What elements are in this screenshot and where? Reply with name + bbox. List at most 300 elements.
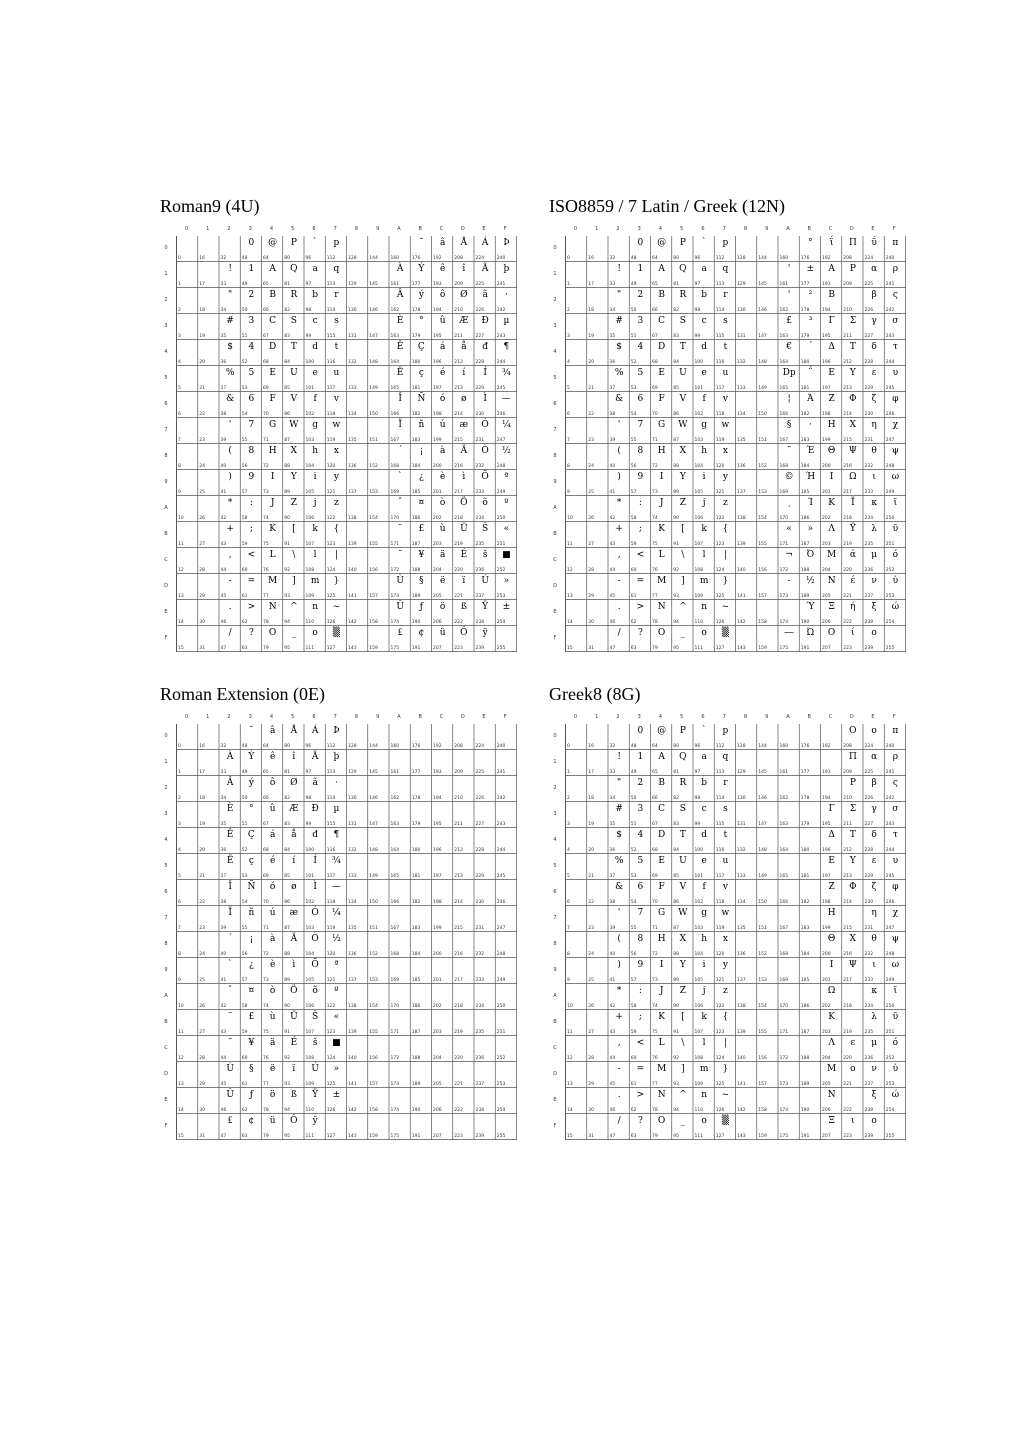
- char-cell: [496, 932, 517, 958]
- char-cell: [368, 724, 389, 750]
- char-code: 221: [454, 594, 463, 599]
- char-code: 155: [758, 542, 767, 547]
- char-cell: [262, 574, 283, 600]
- char-glyph: à: [269, 934, 276, 944]
- char-code: 7: [567, 438, 570, 443]
- char-glyph: W: [678, 420, 688, 430]
- char-code: 118: [715, 900, 725, 905]
- char-code: 73: [263, 978, 269, 983]
- char-glyph: q: [333, 264, 340, 274]
- row-header: C: [553, 557, 557, 563]
- char-cell: [241, 444, 262, 470]
- char-code: 41: [220, 490, 227, 495]
- char-cell: [672, 906, 693, 932]
- char-cell: [842, 288, 863, 314]
- char-cell: [885, 626, 906, 652]
- char-cell: [672, 392, 693, 418]
- char-code: 12: [178, 568, 184, 573]
- char-code: 12: [567, 568, 573, 573]
- char-code: 136: [737, 952, 746, 957]
- char-code: 196: [822, 848, 831, 853]
- char-cell: [453, 288, 474, 314]
- char-code: 222: [843, 1108, 852, 1113]
- char-code: 19: [588, 334, 594, 339]
- char-code: 155: [369, 542, 378, 547]
- char-code: 183: [800, 926, 810, 931]
- char-cell: [347, 1010, 368, 1036]
- char-cell: [651, 392, 672, 418]
- char-glyph: á: [439, 342, 446, 352]
- char-cell: [715, 314, 736, 340]
- char-glyph: Ÿ: [482, 602, 489, 612]
- char-code: 176: [800, 744, 810, 749]
- char-cell: [715, 548, 736, 574]
- char-code: 217: [843, 490, 852, 495]
- char-code: 234: [475, 516, 485, 521]
- char-glyph: D: [658, 830, 666, 840]
- char-cell: [283, 776, 304, 802]
- char-code: 120: [715, 464, 725, 469]
- char-glyph: {: [722, 524, 729, 534]
- char-code: 234: [864, 516, 874, 521]
- char-cell: [800, 522, 821, 548]
- char-code: 75: [263, 1030, 269, 1035]
- char-cell: [283, 854, 304, 880]
- char-cell: [368, 932, 389, 958]
- char-glyph: $: [227, 342, 233, 352]
- char-glyph: {: [333, 524, 340, 534]
- char-code: 177: [411, 770, 421, 775]
- char-code: 182: [800, 900, 810, 905]
- char-cell: [842, 418, 863, 444]
- char-code: 97: [694, 770, 701, 775]
- char-code: 72: [652, 464, 658, 469]
- char-cell: [198, 958, 219, 984]
- char-glyph: #: [615, 804, 623, 814]
- char-cell: [283, 392, 304, 418]
- char-code: 127: [715, 1134, 725, 1139]
- char-glyph: d: [701, 830, 707, 840]
- char-cell: [177, 1036, 198, 1062]
- column-header: E: [871, 714, 875, 720]
- char-code: 96: [305, 744, 312, 749]
- char-cell: [177, 340, 198, 366]
- column-header: E: [871, 226, 875, 232]
- char-cell: [326, 880, 347, 906]
- char-code: 218: [843, 1004, 852, 1009]
- char-code: 100: [305, 848, 315, 853]
- char-cell: [842, 880, 863, 906]
- column-header: A: [786, 714, 790, 720]
- char-cell: [241, 802, 262, 828]
- char-cell: [821, 314, 842, 340]
- char-cell: [198, 288, 219, 314]
- char-cell: [198, 906, 219, 932]
- char-glyph: }: [333, 576, 340, 586]
- char-glyph: Π: [848, 752, 857, 762]
- column-header: 6: [701, 226, 705, 232]
- char-glyph: +: [615, 524, 623, 534]
- char-code: 6: [567, 412, 570, 417]
- char-code: 134: [737, 412, 746, 417]
- char-code: 168: [390, 464, 400, 469]
- char-cell: [609, 574, 630, 600]
- char-code: 140: [737, 568, 746, 573]
- char-cell: [305, 958, 326, 984]
- char-cell: [800, 262, 821, 288]
- char-cell: [821, 470, 842, 496]
- char-cell: [842, 724, 863, 750]
- char-cell: [779, 626, 800, 652]
- char-code: 71: [652, 438, 658, 443]
- char-code: 10: [567, 516, 573, 521]
- char-cell: [326, 1088, 347, 1114]
- char-code: 15: [567, 1134, 573, 1139]
- char-code: 170: [779, 516, 789, 521]
- char-cell: [177, 470, 198, 496]
- char-glyph: }: [722, 576, 729, 586]
- char-cell: [390, 1088, 411, 1114]
- char-code: 175: [779, 1134, 789, 1139]
- char-glyph: Π: [848, 238, 857, 248]
- char-code: 110: [694, 620, 704, 625]
- char-code: 19: [588, 822, 594, 827]
- char-code: 59: [241, 1030, 248, 1035]
- char-cell: [198, 392, 219, 418]
- char-cell: [198, 750, 219, 776]
- char-code: 175: [390, 1134, 400, 1139]
- char-cell: [651, 958, 672, 984]
- char-cell: [842, 262, 863, 288]
- char-glyph: B: [658, 290, 665, 300]
- char-cell: [262, 932, 283, 958]
- char-cell: [453, 236, 474, 262]
- column-header: 0: [184, 226, 189, 232]
- char-code: 122: [326, 1004, 336, 1009]
- char-cell: [672, 776, 693, 802]
- char-cell: [305, 314, 326, 340]
- char-glyph: %: [614, 856, 624, 866]
- char-cell: [566, 288, 587, 314]
- char-cell: [390, 828, 411, 854]
- char-cell: [475, 314, 496, 340]
- char-cell: [411, 828, 432, 854]
- char-code: 70: [652, 412, 658, 417]
- char-cell: [821, 340, 842, 366]
- char-cell: [305, 444, 326, 470]
- row-header: 4: [164, 837, 168, 843]
- char-cell: [566, 444, 587, 470]
- char-cell: [842, 340, 863, 366]
- char-cell: [496, 262, 517, 288]
- char-code: 22: [588, 900, 594, 905]
- char-cell: [475, 600, 496, 626]
- char-code: 200: [822, 952, 831, 957]
- char-code: 36: [609, 848, 616, 853]
- char-code: 159: [369, 1134, 378, 1139]
- char-cell: [842, 776, 863, 802]
- char-glyph: ά: [849, 550, 856, 560]
- char-cell: [630, 750, 651, 776]
- char-code: 46: [609, 1108, 616, 1113]
- char-code: 122: [326, 516, 336, 521]
- char-code: 49: [241, 282, 248, 287]
- char-code: 244: [496, 360, 506, 365]
- char-cell: [566, 574, 587, 600]
- char-cell: [390, 724, 411, 750]
- char-code: 166: [779, 900, 789, 905]
- char-cell: [347, 1036, 368, 1062]
- column-headers: [176, 226, 516, 234]
- char-cell: [694, 522, 715, 548]
- char-glyph: \: [292, 550, 296, 560]
- char-code: 207: [433, 1134, 442, 1139]
- char-code: 42: [609, 1004, 616, 1009]
- char-code: 30: [588, 1108, 594, 1113]
- char-cell: [453, 392, 474, 418]
- char-code: 181: [800, 386, 810, 391]
- row-header: A: [553, 993, 557, 999]
- char-code: 226: [864, 796, 874, 801]
- char-glyph: σ: [892, 316, 899, 326]
- char-glyph: η: [871, 908, 877, 918]
- char-glyph: ö: [269, 1090, 276, 1100]
- char-glyph: ª: [334, 960, 339, 970]
- char-glyph: Æ: [459, 316, 469, 326]
- char-glyph: 2: [248, 290, 255, 300]
- char-code: 143: [737, 1134, 746, 1139]
- char-code: 205: [822, 1082, 831, 1087]
- char-code: 131: [737, 822, 746, 827]
- char-cell: [715, 340, 736, 366]
- char-code: 225: [864, 282, 874, 287]
- char-code: 112: [326, 256, 336, 261]
- char-cell: [241, 854, 262, 880]
- char-glyph: ;: [249, 524, 253, 534]
- char-glyph: /: [617, 1116, 621, 1126]
- char-cell: [715, 932, 736, 958]
- char-cell: [630, 626, 651, 652]
- char-glyph: Ύ: [806, 602, 815, 612]
- char-code: 114: [715, 796, 725, 801]
- char-glyph: s: [334, 316, 339, 326]
- char-glyph: z: [723, 498, 728, 508]
- char-code: 58: [630, 1004, 637, 1009]
- char-code: 203: [433, 1030, 442, 1035]
- char-code: 53: [241, 386, 248, 391]
- char-code: 119: [715, 926, 725, 931]
- char-cell: [305, 1062, 326, 1088]
- char-cell: [587, 418, 608, 444]
- char-cell: [326, 418, 347, 444]
- char-cell: [177, 958, 198, 984]
- char-cell: [305, 470, 326, 496]
- char-code: 174: [390, 1108, 400, 1113]
- char-cell: [800, 496, 821, 522]
- char-glyph: t: [723, 830, 728, 840]
- char-code: 243: [496, 334, 506, 339]
- char-glyph: %: [225, 368, 235, 378]
- char-cell: [779, 236, 800, 262]
- char-cell: [842, 1010, 863, 1036]
- char-cell: [198, 802, 219, 828]
- char-code: 180: [411, 848, 421, 853]
- char-code: 145: [758, 770, 767, 775]
- char-glyph: 1: [637, 264, 644, 274]
- char-code: 174: [390, 620, 400, 625]
- char-cell: [609, 1088, 630, 1114]
- char-code: 42: [609, 516, 616, 521]
- char-cell: [475, 262, 496, 288]
- char-code: 213: [454, 386, 463, 391]
- char-cell: [842, 236, 863, 262]
- char-cell: [779, 1010, 800, 1036]
- row-header: 0: [164, 245, 168, 251]
- char-cell: [326, 600, 347, 626]
- char-cell: [821, 776, 842, 802]
- char-code: 68: [652, 848, 658, 853]
- char-cell: [864, 340, 885, 366]
- char-glyph: Z: [679, 498, 686, 508]
- char-cell: [757, 1114, 778, 1140]
- char-cell: [800, 574, 821, 600]
- char-cell: [800, 750, 821, 776]
- char-cell: [220, 724, 241, 750]
- char-code: 206: [433, 620, 442, 625]
- char-glyph: K: [269, 524, 276, 534]
- char-cell: [432, 724, 453, 750]
- char-code: 182: [800, 412, 810, 417]
- char-cell: [347, 1088, 368, 1114]
- char-code: 220: [454, 568, 463, 573]
- char-cell: [566, 314, 587, 340]
- char-glyph: Χ: [849, 420, 857, 430]
- char-glyph: E: [658, 856, 665, 866]
- char-glyph: F: [658, 882, 665, 892]
- char-cell: [283, 1088, 304, 1114]
- char-code: 142: [348, 1108, 357, 1113]
- char-cell: [220, 418, 241, 444]
- char-glyph: µ: [503, 316, 510, 326]
- char-code: 191: [800, 1134, 810, 1139]
- char-code: 173: [390, 1082, 400, 1087]
- char-cell: [885, 236, 906, 262]
- char-glyph: ê: [439, 264, 446, 274]
- char-cell: [566, 750, 587, 776]
- char-glyph: ]: [292, 576, 296, 586]
- char-code: 14: [178, 1108, 184, 1113]
- char-code: 74: [652, 516, 658, 521]
- char-code: 140: [348, 568, 357, 573]
- char-glyph: υ: [892, 856, 899, 866]
- char-glyph: μ: [871, 550, 878, 560]
- char-code: 74: [263, 516, 269, 521]
- char-cell: [262, 1114, 283, 1140]
- char-code: 55: [630, 438, 637, 443]
- char-cell: [694, 932, 715, 958]
- char-glyph: é: [439, 368, 446, 378]
- char-code: 65: [652, 282, 658, 287]
- char-glyph: â: [269, 726, 276, 736]
- char-code: 178: [411, 796, 421, 801]
- row-header: 0: [553, 245, 557, 251]
- char-cell: [347, 750, 368, 776]
- char-glyph: Û: [396, 602, 404, 612]
- char-glyph: |: [723, 550, 727, 560]
- column-header: 1: [595, 714, 599, 720]
- char-glyph: g: [701, 908, 707, 918]
- char-cell: [283, 236, 304, 262]
- char-code: 32: [220, 256, 227, 261]
- char-cell: [347, 340, 368, 366]
- char-glyph: E: [269, 368, 276, 378]
- char-cell: [757, 958, 778, 984]
- char-glyph: Þ: [333, 726, 340, 736]
- char-code: 245: [496, 874, 506, 879]
- char-glyph: Ô: [290, 1116, 298, 1126]
- char-cell: [432, 392, 453, 418]
- char-code: 67: [263, 822, 269, 827]
- char-cell: [177, 750, 198, 776]
- char-cell: [630, 802, 651, 828]
- char-cell: [864, 906, 885, 932]
- row-header: A: [553, 505, 557, 511]
- char-cell: [885, 366, 906, 392]
- char-glyph: ₤: [397, 628, 403, 638]
- char-code: 248: [496, 952, 506, 957]
- char-glyph: >: [247, 602, 256, 612]
- char-code: 111: [305, 1134, 315, 1139]
- char-cell: [198, 854, 219, 880]
- char-glyph: Κ: [828, 1012, 835, 1022]
- char-code: 60: [630, 568, 637, 573]
- char-code: 235: [864, 542, 874, 547]
- char-code: 242: [496, 308, 506, 313]
- char-code: 55: [630, 926, 637, 931]
- char-glyph: θ: [871, 934, 877, 944]
- char-cell: [262, 600, 283, 626]
- row-header: 6: [553, 401, 557, 407]
- char-code: 200: [822, 464, 831, 469]
- char-code: 226: [475, 796, 485, 801]
- table-title: Roman Extension (0E): [160, 684, 325, 704]
- char-cell: [390, 496, 411, 522]
- column-header: F: [503, 226, 507, 232]
- char-cell: [757, 750, 778, 776]
- char-glyph: ƒ: [419, 602, 424, 612]
- char-code: 178: [411, 308, 421, 313]
- char-code: 228: [864, 848, 874, 853]
- char-code: 131: [348, 334, 357, 339]
- char-cell: [566, 724, 587, 750]
- char-glyph: u: [333, 368, 340, 378]
- char-cell: [368, 600, 389, 626]
- char-glyph: x: [722, 446, 728, 456]
- char-code: 49: [630, 282, 637, 287]
- char-cell: [736, 262, 757, 288]
- char-cell: [779, 600, 800, 626]
- char-code: 197: [822, 386, 831, 391]
- column-header: C: [828, 714, 833, 720]
- char-glyph: e: [312, 368, 318, 378]
- char-code: 210: [454, 796, 463, 801]
- char-code: 147: [758, 334, 767, 339]
- char-cell: [672, 854, 693, 880]
- char-glyph: ì: [462, 472, 466, 482]
- char-glyph: ψ: [891, 446, 899, 456]
- char-code: 151: [369, 438, 378, 443]
- char-code: 24: [199, 464, 205, 469]
